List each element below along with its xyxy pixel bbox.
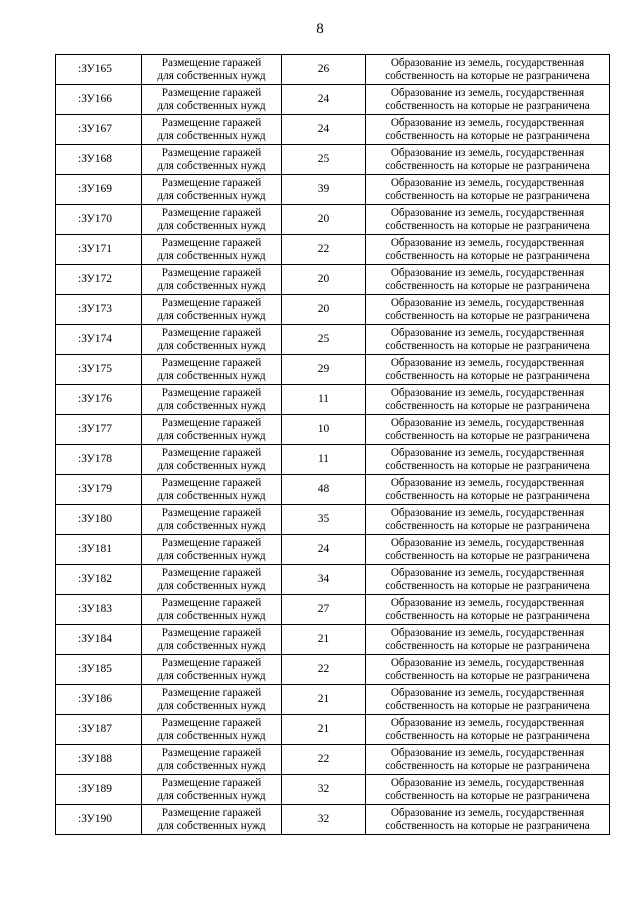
- parcel-method-line: собственность на которые не разграничена: [385, 609, 590, 622]
- parcel-method-cell: [366, 655, 610, 685]
- parcel-id-cell: :ЗУ175: [56, 355, 142, 385]
- parcel-area-cell: 48: [282, 475, 366, 505]
- parcel-purpose-cell: [142, 685, 282, 715]
- parcel-method-cell: [366, 715, 610, 745]
- parcel-purpose-line: для собственных нужд: [157, 219, 266, 232]
- parcel-purpose-cell: [142, 655, 282, 685]
- parcel-area-cell: 27: [282, 595, 366, 625]
- table-row: [56, 625, 610, 655]
- parcel-purpose-line: Размещение гаражей: [161, 446, 262, 459]
- parcel-id-cell: :ЗУ173: [56, 295, 142, 325]
- table-row: [56, 535, 610, 565]
- page-number: 8: [316, 21, 324, 37]
- parcel-purpose-cell: [142, 235, 282, 265]
- parcel-purpose-line: для собственных нужд: [157, 129, 266, 142]
- parcel-area-cell: 24: [282, 85, 366, 115]
- parcel-id-cell: :ЗУ165: [56, 55, 142, 85]
- parcel-purpose-line: для собственных нужд: [157, 489, 266, 502]
- land-parcel-table-body: [56, 55, 610, 835]
- parcel-method-line: собственность на которые не разграничена: [385, 189, 590, 202]
- parcel-method-line: Образование из земель, государственная: [390, 416, 585, 429]
- parcel-purpose-line: для собственных нужд: [157, 399, 266, 412]
- parcel-method-cell: [366, 775, 610, 805]
- parcel-area-cell: 32: [282, 775, 366, 805]
- table-row: [56, 715, 610, 745]
- parcel-area-cell: 22: [282, 745, 366, 775]
- parcel-id-cell: :ЗУ176: [56, 385, 142, 415]
- table-row: [56, 355, 610, 385]
- table-row: [56, 85, 610, 115]
- parcel-purpose-line: для собственных нужд: [157, 639, 266, 652]
- parcel-method-line: Образование из земель, государственная: [390, 116, 585, 129]
- table-row: [56, 115, 610, 145]
- parcel-area-cell: 24: [282, 115, 366, 145]
- parcel-purpose-line: для собственных нужд: [157, 69, 266, 82]
- parcel-method-cell: [366, 625, 610, 655]
- parcel-method-cell: [366, 355, 610, 385]
- parcel-purpose-line: Размещение гаражей: [161, 386, 262, 399]
- parcel-purpose-line: для собственных нужд: [157, 279, 266, 292]
- parcel-purpose-line: Размещение гаражей: [161, 536, 262, 549]
- parcel-method-line: собственность на которые не разграничена: [385, 249, 590, 262]
- parcel-purpose-line: Размещение гаражей: [161, 506, 262, 519]
- parcel-purpose-line: для собственных нужд: [157, 189, 266, 202]
- parcel-id-cell: :ЗУ169: [56, 175, 142, 205]
- parcel-area-cell: 34: [282, 565, 366, 595]
- parcel-purpose-line: для собственных нужд: [157, 309, 266, 322]
- parcel-method-line: собственность на которые не разграничена: [385, 579, 590, 592]
- parcel-purpose-line: для собственных нужд: [157, 579, 266, 592]
- table-row: [56, 145, 610, 175]
- parcel-purpose-line: Размещение гаражей: [161, 86, 262, 99]
- parcel-purpose-line: для собственных нужд: [157, 369, 266, 382]
- parcel-purpose-line: для собственных нужд: [157, 519, 266, 532]
- parcel-purpose-line: для собственных нужд: [157, 729, 266, 742]
- parcel-method-line: собственность на которые не разграничена: [385, 819, 590, 832]
- parcel-area-cell: 20: [282, 205, 366, 235]
- table-row: [56, 595, 610, 625]
- parcel-method-line: Образование из земель, государственная: [390, 626, 585, 639]
- parcel-purpose-line: Размещение гаражей: [161, 416, 262, 429]
- parcel-purpose-line: Размещение гаражей: [161, 746, 262, 759]
- parcel-purpose-cell: [142, 175, 282, 205]
- parcel-method-line: собственность на которые не разграничена: [385, 459, 590, 472]
- parcel-purpose-line: Размещение гаражей: [161, 176, 262, 189]
- parcel-method-line: собственность на которые не разграничена: [385, 429, 590, 442]
- parcel-method-line: Образование из земель, государственная: [390, 356, 585, 369]
- parcel-id-cell: :ЗУ170: [56, 205, 142, 235]
- land-parcel-table: [55, 54, 610, 835]
- parcel-id-cell: :ЗУ171: [56, 235, 142, 265]
- parcel-area-cell: 39: [282, 175, 366, 205]
- parcel-method-cell: [366, 145, 610, 175]
- parcel-method-line: Образование из земель, государственная: [390, 746, 585, 759]
- parcel-purpose-line: Размещение гаражей: [161, 116, 262, 129]
- parcel-purpose-line: для собственных нужд: [157, 819, 266, 832]
- parcel-purpose-cell: [142, 715, 282, 745]
- parcel-method-cell: [366, 595, 610, 625]
- parcel-method-cell: [366, 805, 610, 835]
- parcel-purpose-cell: [142, 475, 282, 505]
- table-row: [56, 505, 610, 535]
- parcel-purpose-line: Размещение гаражей: [161, 656, 262, 669]
- parcel-method-cell: [366, 475, 610, 505]
- parcel-method-line: Образование из земель, государственная: [390, 686, 585, 699]
- parcel-area-cell: 22: [282, 655, 366, 685]
- parcel-purpose-line: для собственных нужд: [157, 699, 266, 712]
- parcel-method-line: собственность на которые не разграничена: [385, 759, 590, 772]
- parcel-purpose-line: для собственных нужд: [157, 549, 266, 562]
- parcel-method-cell: [366, 85, 610, 115]
- parcel-purpose-line: Размещение гаражей: [161, 146, 262, 159]
- parcel-method-line: собственность на которые не разграничена: [385, 339, 590, 352]
- parcel-purpose-line: для собственных нужд: [157, 759, 266, 772]
- table-row: [56, 385, 610, 415]
- parcel-method-line: Образование из земель, государственная: [390, 566, 585, 579]
- parcel-purpose-line: Размещение гаражей: [161, 686, 262, 699]
- parcel-purpose-cell: [142, 385, 282, 415]
- parcel-method-cell: [366, 325, 610, 355]
- parcel-purpose-cell: [142, 355, 282, 385]
- parcel-method-cell: [366, 685, 610, 715]
- parcel-method-line: собственность на которые не разграничена: [385, 639, 590, 652]
- table-row: [56, 805, 610, 835]
- parcel-method-line: собственность на которые не разграничена: [385, 279, 590, 292]
- parcel-purpose-line: Размещение гаражей: [161, 806, 262, 819]
- parcel-method-cell: [366, 565, 610, 595]
- parcel-method-line: Образование из земель, государственная: [390, 86, 585, 99]
- parcel-method-line: Образование из земель, государственная: [390, 266, 585, 279]
- parcel-purpose-line: Размещение гаражей: [161, 236, 262, 249]
- parcel-id-cell: :ЗУ183: [56, 595, 142, 625]
- parcel-id-cell: :ЗУ181: [56, 535, 142, 565]
- parcel-purpose-line: Размещение гаражей: [161, 56, 262, 69]
- table-row: [56, 325, 610, 355]
- parcel-method-line: собственность на которые не разграничена: [385, 519, 590, 532]
- parcel-method-cell: [366, 745, 610, 775]
- parcel-area-cell: 20: [282, 295, 366, 325]
- parcel-method-line: Образование из земель, государственная: [390, 146, 585, 159]
- table-row: [56, 475, 610, 505]
- parcel-purpose-line: для собственных нужд: [157, 339, 266, 352]
- parcel-id-cell: :ЗУ189: [56, 775, 142, 805]
- parcel-id-cell: :ЗУ187: [56, 715, 142, 745]
- parcel-id-cell: :ЗУ188: [56, 745, 142, 775]
- parcel-purpose-line: для собственных нужд: [157, 429, 266, 442]
- parcel-purpose-cell: [142, 625, 282, 655]
- parcel-method-line: собственность на которые не разграничена: [385, 309, 590, 322]
- parcel-purpose-line: Размещение гаражей: [161, 476, 262, 489]
- parcel-method-line: собственность на которые не разграничена: [385, 219, 590, 232]
- parcel-purpose-line: для собственных нужд: [157, 99, 266, 112]
- table-row: [56, 565, 610, 595]
- parcel-purpose-line: для собственных нужд: [157, 789, 266, 802]
- parcel-purpose-line: Размещение гаражей: [161, 716, 262, 729]
- parcel-id-cell: :ЗУ184: [56, 625, 142, 655]
- parcel-purpose-cell: [142, 595, 282, 625]
- table-row: [56, 235, 610, 265]
- parcel-area-cell: 21: [282, 715, 366, 745]
- parcel-id-cell: :ЗУ185: [56, 655, 142, 685]
- table-row: [56, 295, 610, 325]
- parcel-method-line: Образование из земель, государственная: [390, 536, 585, 549]
- parcel-method-line: Образование из земель, государственная: [390, 56, 585, 69]
- parcel-purpose-cell: [142, 445, 282, 475]
- parcel-method-line: собственность на которые не разграничена: [385, 99, 590, 112]
- parcel-purpose-line: Размещение гаражей: [161, 296, 262, 309]
- parcel-method-line: Образование из земель, государственная: [390, 656, 585, 669]
- parcel-method-line: Образование из земель, государственная: [390, 176, 585, 189]
- parcel-purpose-line: для собственных нужд: [157, 459, 266, 472]
- parcel-method-line: собственность на которые не разграничена: [385, 669, 590, 682]
- parcel-id-cell: :ЗУ186: [56, 685, 142, 715]
- parcel-purpose-line: Размещение гаражей: [161, 626, 262, 639]
- parcel-purpose-cell: [142, 295, 282, 325]
- parcel-purpose-cell: [142, 565, 282, 595]
- parcel-method-cell: [366, 295, 610, 325]
- parcel-method-cell: [366, 115, 610, 145]
- parcel-method-line: Образование из земель, государственная: [390, 206, 585, 219]
- parcel-method-cell: [366, 535, 610, 565]
- parcel-purpose-line: для собственных нужд: [157, 669, 266, 682]
- parcel-area-cell: 25: [282, 145, 366, 175]
- parcel-id-cell: :ЗУ172: [56, 265, 142, 295]
- parcel-area-cell: 11: [282, 385, 366, 415]
- parcel-method-cell: [366, 415, 610, 445]
- parcel-purpose-line: для собственных нужд: [157, 249, 266, 262]
- parcel-purpose-cell: [142, 205, 282, 235]
- parcel-method-line: Образование из земель, государственная: [390, 386, 585, 399]
- parcel-area-cell: 29: [282, 355, 366, 385]
- parcel-purpose-cell: [142, 55, 282, 85]
- parcel-method-line: собственность на которые не разграничена: [385, 369, 590, 382]
- parcel-method-line: Образование из земель, государственная: [390, 296, 585, 309]
- table-row: [56, 655, 610, 685]
- parcel-area-cell: 20: [282, 265, 366, 295]
- parcel-purpose-line: Размещение гаражей: [161, 206, 262, 219]
- parcel-method-cell: [366, 505, 610, 535]
- parcel-id-cell: :ЗУ182: [56, 565, 142, 595]
- table-row: [56, 775, 610, 805]
- parcel-method-line: Образование из земель, государственная: [390, 806, 585, 819]
- parcel-method-cell: [366, 205, 610, 235]
- parcel-id-cell: :ЗУ190: [56, 805, 142, 835]
- table-row: [56, 55, 610, 85]
- table-row: [56, 685, 610, 715]
- parcel-area-cell: 10: [282, 415, 366, 445]
- parcel-method-cell: [366, 175, 610, 205]
- parcel-area-cell: 35: [282, 505, 366, 535]
- parcel-purpose-cell: [142, 265, 282, 295]
- parcel-purpose-cell: [142, 85, 282, 115]
- parcel-purpose-line: Размещение гаражей: [161, 776, 262, 789]
- parcel-method-cell: [366, 55, 610, 85]
- parcel-purpose-line: Размещение гаражей: [161, 356, 262, 369]
- parcel-purpose-cell: [142, 775, 282, 805]
- parcel-method-cell: [366, 385, 610, 415]
- parcel-method-line: Образование из земель, государственная: [390, 446, 585, 459]
- parcel-area-cell: 26: [282, 55, 366, 85]
- parcel-id-cell: :ЗУ174: [56, 325, 142, 355]
- parcel-method-line: Образование из земель, государственная: [390, 476, 585, 489]
- parcel-purpose-line: Размещение гаражей: [161, 266, 262, 279]
- parcel-area-cell: 24: [282, 535, 366, 565]
- parcel-purpose-line: для собственных нужд: [157, 609, 266, 622]
- parcel-method-line: Образование из земель, государственная: [390, 776, 585, 789]
- parcel-method-line: собственность на которые не разграничена: [385, 489, 590, 502]
- parcel-area-cell: 11: [282, 445, 366, 475]
- parcel-id-cell: :ЗУ180: [56, 505, 142, 535]
- parcel-purpose-cell: [142, 415, 282, 445]
- parcel-area-cell: 25: [282, 325, 366, 355]
- parcel-area-cell: 22: [282, 235, 366, 265]
- parcel-method-line: собственность на которые не разграничена: [385, 159, 590, 172]
- parcel-purpose-line: для собственных нужд: [157, 159, 266, 172]
- parcel-area-cell: 21: [282, 685, 366, 715]
- parcel-method-line: собственность на которые не разграничена: [385, 69, 590, 82]
- parcel-method-line: собственность на которые не разграничена: [385, 699, 590, 712]
- parcel-method-line: Образование из земель, государственная: [390, 326, 585, 339]
- parcel-method-line: собственность на которые не разграничена: [385, 549, 590, 562]
- table-row: [56, 445, 610, 475]
- table-row: [56, 175, 610, 205]
- parcel-purpose-line: Размещение гаражей: [161, 596, 262, 609]
- parcel-method-cell: [366, 265, 610, 295]
- parcel-method-cell: [366, 235, 610, 265]
- parcel-method-line: собственность на которые не разграничена: [385, 129, 590, 142]
- parcel-purpose-cell: [142, 805, 282, 835]
- parcel-method-line: Образование из земель, государственная: [390, 236, 585, 249]
- parcel-purpose-cell: [142, 745, 282, 775]
- parcel-id-cell: :ЗУ177: [56, 415, 142, 445]
- parcel-area-cell: 21: [282, 625, 366, 655]
- parcel-purpose-line: Размещение гаражей: [161, 566, 262, 579]
- parcel-method-line: собственность на которые не разграничена: [385, 729, 590, 742]
- parcel-purpose-cell: [142, 535, 282, 565]
- parcel-purpose-cell: [142, 115, 282, 145]
- parcel-method-line: Образование из земель, государственная: [390, 506, 585, 519]
- parcel-purpose-cell: [142, 505, 282, 535]
- parcel-purpose-cell: [142, 325, 282, 355]
- parcel-id-cell: :ЗУ168: [56, 145, 142, 175]
- table-row: [56, 745, 610, 775]
- parcel-id-cell: :ЗУ167: [56, 115, 142, 145]
- table-row: [56, 415, 610, 445]
- parcel-id-cell: :ЗУ179: [56, 475, 142, 505]
- parcel-method-line: Образование из земель, государственная: [390, 716, 585, 729]
- parcel-method-line: Образование из земель, государственная: [390, 596, 585, 609]
- parcel-method-cell: [366, 445, 610, 475]
- parcel-purpose-line: Размещение гаражей: [161, 326, 262, 339]
- parcel-id-cell: :ЗУ166: [56, 85, 142, 115]
- parcel-purpose-cell: [142, 145, 282, 175]
- parcel-id-cell: :ЗУ178: [56, 445, 142, 475]
- table-row: [56, 205, 610, 235]
- parcel-method-line: собственность на которые не разграничена: [385, 789, 590, 802]
- table-row: [56, 265, 610, 295]
- parcel-area-cell: 32: [282, 805, 366, 835]
- parcel-method-line: собственность на которые не разграничена: [385, 399, 590, 412]
